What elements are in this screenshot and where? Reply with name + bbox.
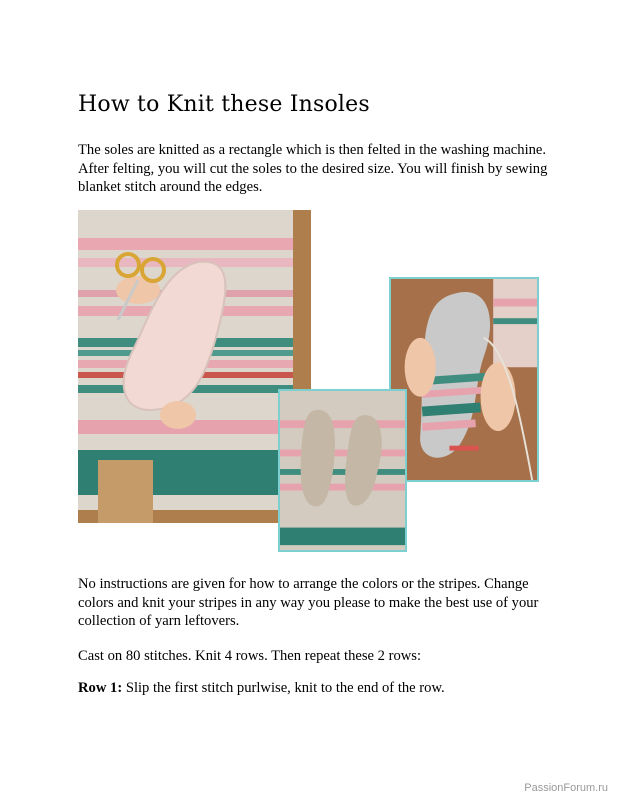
watermark: PassionForum.ru <box>524 782 608 794</box>
row-1-text: Slip the first stitch purlwise, knit to the end of the row. <box>122 680 445 696</box>
photo-cut-felt <box>278 389 407 552</box>
row-1-label: Row 1: <box>78 680 123 696</box>
row-1-instruction <box>78 679 548 698</box>
cast-on-paragraph: Cast on 80 stitches. Knit 4 rows. Then repeat these 2 rows: <box>78 648 422 664</box>
photo-cutting-insole <box>78 210 311 523</box>
colors-note-paragraph: No instructions are given for how to arrange the colors or the stripes. Change colors and knit your stripes in any way you please to make the best use of your collection of yarn leftovers. <box>78 576 539 629</box>
photo-blanket-stitch <box>389 277 539 482</box>
intro-paragraph: The soles are knitted as a rectangle which is then felted in the washing machine. After felting, you will cut the soles to the desired size. You will finish by sewing blanket stitch around the edges. <box>78 142 548 195</box>
page-title: How to Knit these Insoles <box>78 92 370 117</box>
